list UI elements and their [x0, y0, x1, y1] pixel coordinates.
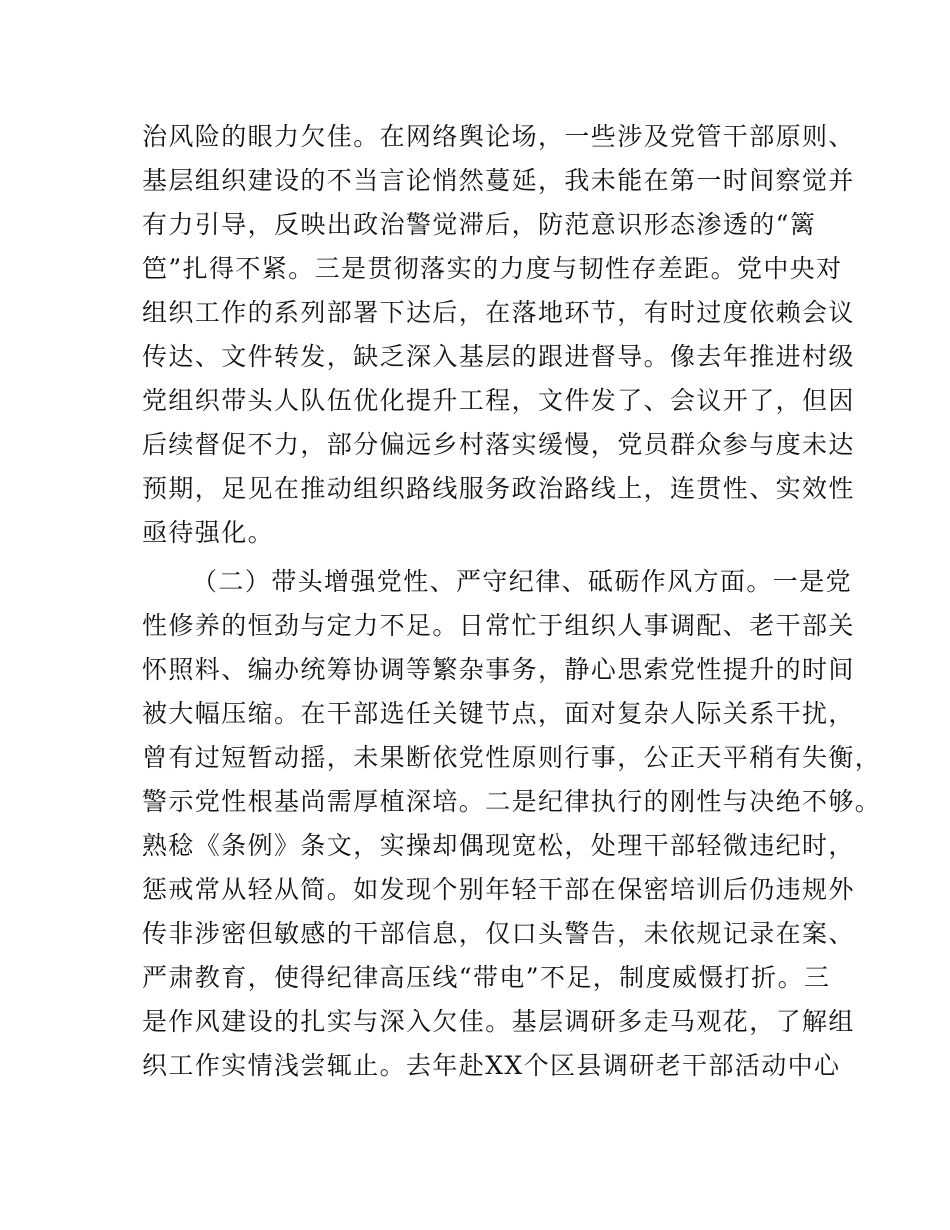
text-line: 亟待强化。 [142, 518, 275, 547]
text-line: 怀照料、编办统筹协调等繁杂事务，静心思索党性提升的时间 [142, 655, 855, 684]
text-line: 惩戒常从轻从简。如发现个别年轻干部在保密培训后仍违规外 [142, 875, 855, 904]
text-line: 组织工作的系列部署下达后，在落地环节，有时过度依赖会议 [142, 298, 855, 327]
text-line: 是作风建设的扎实与深入欠佳。基层调研多走马观花，了解组 [142, 1007, 855, 1036]
text-line: 传达、文件转发，缺乏深入基层的跟进督导。像去年推进村级 [142, 342, 855, 371]
text-line: 有力引导，反映出政治警觉滞后，防范意识形态渗透的“篱 [142, 210, 817, 239]
text-line: 基层组织建设的不当言论悄然蔓延，我未能在第一时间察觉并 [142, 166, 855, 195]
text-line: 织工作实情浅尝辄止。去年赴XX个区县调研老干部活动中心 [142, 1051, 841, 1080]
text-line: 后续督促不力，部分偏远乡村落实缓慢，党员群众参与度未达 [142, 430, 855, 459]
text-line: 笆”扎得不紧。三是贯彻落实的力度与韧性存差距。党中央对 [142, 254, 843, 283]
text-line: 警示党性根基尚需厚植深培。二是纪律执行的刚性与决绝不够。 [142, 787, 882, 816]
text-line: 曾有过短暂动摇，未果断依党性原则行事，公正天平稍有失衡， [142, 743, 882, 772]
text-line: 熟稔《条例》条文，实操却偶现宽松，处理干部轻微违纪时， [142, 831, 855, 860]
text-line: 被大幅压缩。在干部选任关键节点，面对复杂人际关系干扰， [142, 699, 855, 728]
paragraph-heading-line: （二）带头增强党性、严守纪律、砥砺作风方面。一是党 [192, 567, 853, 596]
text-line: 严肃教育，使得纪律高压线“带电”不足，制度威慑打折。三 [142, 963, 831, 992]
text-line: 传非涉密但敏感的干部信息，仅口头警告，未依规记录在案、 [142, 919, 855, 948]
text-line: 治风险的眼力欠佳。在网络舆论场，一些涉及党管干部原则、 [142, 122, 855, 151]
text-line: 性修养的恒劲与定力不足。日常忙于组织人事调配、老干部关 [142, 611, 855, 640]
text-line: 预期，足见在推动组织路线服务政治路线上，连贯性、实效性 [142, 474, 855, 503]
text-line: 党组织带头人队伍优化提升工程，文件发了、会议开了，但因 [142, 386, 855, 415]
